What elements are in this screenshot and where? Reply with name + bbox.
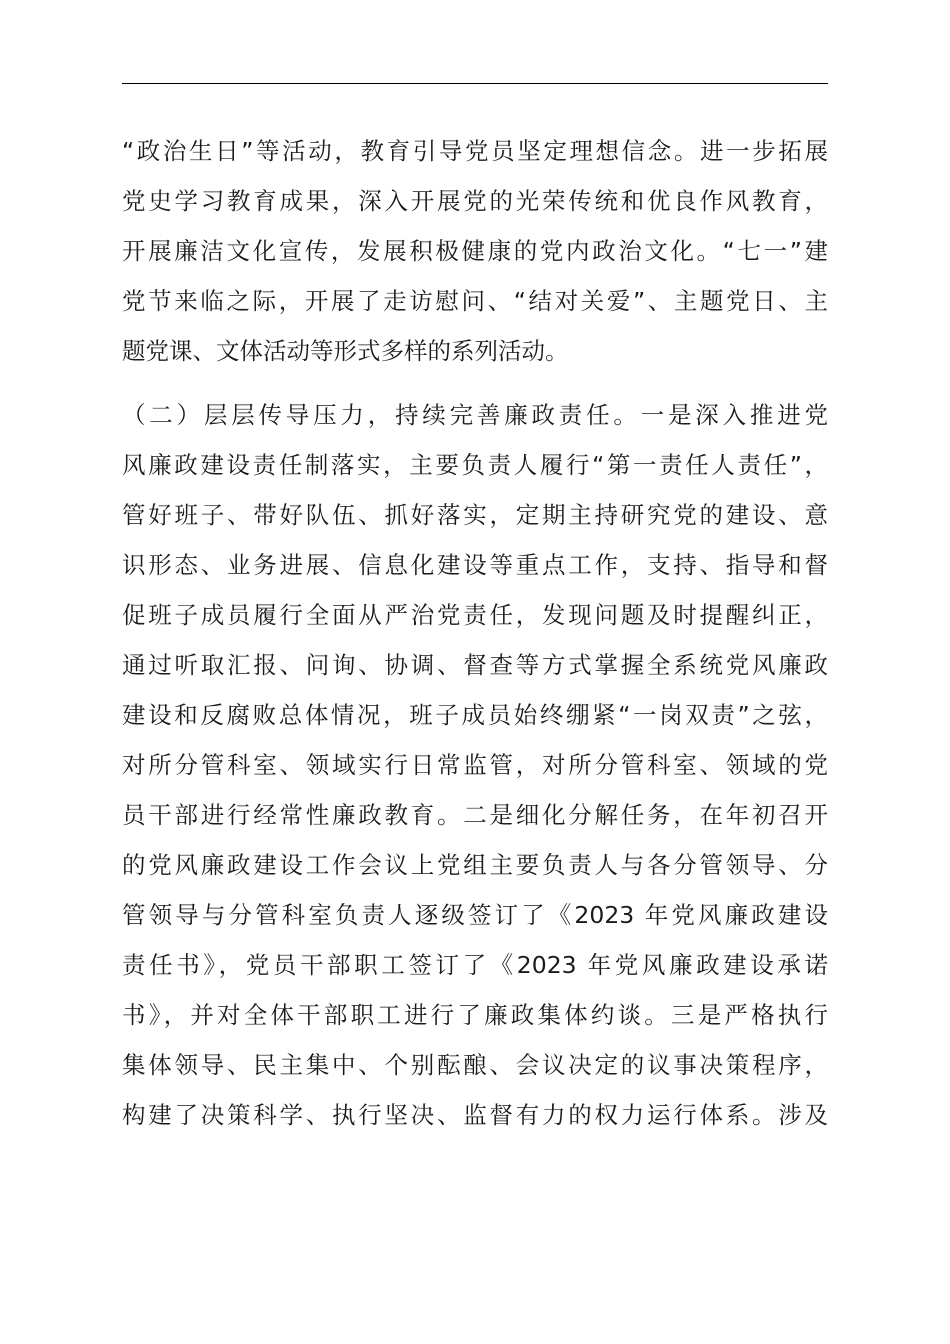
text-line: 开展廉洁文化宣传，发展积极健康的党内政治文化。“七一”建: [122, 237, 828, 265]
body-text: [122, 126, 828, 1140]
text-line: 促班子成员履行全面从严治党责任，发现问题及时提醒纠正，: [122, 601, 828, 629]
text-line: 对所分管科室、领域实行日常监管，对所分管科室、领域的党: [122, 751, 828, 779]
text-line: 责任书》，党员干部职工签订了《2023 年党风廉政建设承诺: [122, 951, 828, 979]
text-line: “政治生日”等活动，教育引导党员坚定理想信念。进一步拓展: [122, 137, 828, 165]
text-line: 管好班子、带好队伍、抓好落实，定期主持研究党的建设、意: [122, 501, 828, 529]
text-line: 员干部进行经常性廉政教育。二是细化分解任务，在年初召开: [122, 801, 828, 829]
paragraph-1: [122, 126, 828, 376]
text-line: 党节来临之际，开展了走访慰问、“结对关爱”、主题党日、主: [122, 287, 828, 315]
text-line: 构建了决策科学、执行坚决、监督有力的权力运行体系。涉及: [122, 1101, 828, 1129]
text-line: 的党风廉政建设工作会议上党组主要负责人与各分管领导、分: [122, 851, 828, 879]
paragraph-2: [122, 390, 828, 1140]
text-line: 识形态、业务进展、信息化建设等重点工作，支持、指导和督: [122, 551, 828, 579]
text-line: 风廉政建设责任制落实，主要负责人履行“第一责任人责任”，: [122, 451, 828, 479]
header-rule: [122, 83, 828, 84]
text-line: 书》，并对全体干部职工进行了廉政集体约谈。三是严格执行: [122, 1001, 828, 1029]
text-line: （二）层层传导压力，持续完善廉政责任。一是深入推进党: [122, 401, 828, 429]
text-line: 管领导与分管科室负责人逐级签订了《2023 年党风廉政建设: [122, 901, 828, 929]
text-line: 建设和反腐败总体情况，班子成员始终绷紧“一岗双责”之弦，: [122, 701, 828, 729]
text-line: 集体领导、民主集中、个别酝酿、会议决定的议事决策程序，: [122, 1051, 828, 1079]
text-line: 通过听取汇报、问询、协调、督查等方式掌握全系统党风廉政: [122, 651, 828, 679]
paragraph-gap: [122, 376, 828, 390]
text-line: 党史学习教育成果，深入开展党的光荣传统和优良作风教育，: [122, 187, 828, 215]
text-line: 题党课、文体活动等形式多样的系列活动。: [122, 337, 569, 365]
